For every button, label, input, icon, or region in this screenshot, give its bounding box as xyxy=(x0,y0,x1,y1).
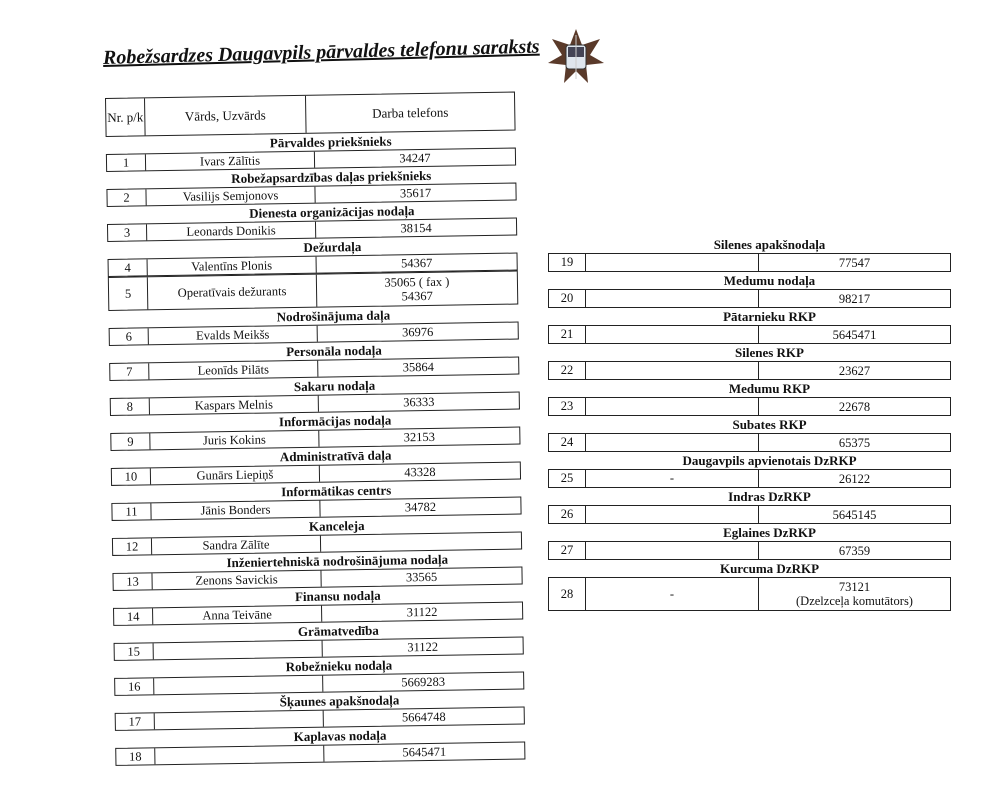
row-phone: 98217 xyxy=(838,291,871,306)
row-phone-cell xyxy=(320,498,520,517)
row-phone-cell xyxy=(320,463,520,482)
table-row xyxy=(548,577,951,611)
section-heading: Indras DzRKP xyxy=(728,489,811,504)
row-phone: 31122 xyxy=(406,604,438,620)
row-number: 4 xyxy=(109,259,148,276)
row-phone: 77547 xyxy=(838,255,871,270)
row-number: 26 xyxy=(549,506,586,523)
section-heading: Šķaunes apakšnodaļa xyxy=(279,692,400,710)
row-phone-cell xyxy=(315,184,515,203)
row-phone: 43328 xyxy=(404,464,436,480)
row-number: 9 xyxy=(111,433,150,450)
section-heading: Sakaru nodaļa xyxy=(293,377,376,395)
row-number: 13 xyxy=(113,573,152,590)
section-heading: Medumu RKP xyxy=(728,381,811,396)
section-heading: Grāmatvedība xyxy=(297,622,379,640)
row-name xyxy=(586,290,759,307)
section-heading: Robežapsardzības daļas priekšnieks xyxy=(231,167,432,187)
row-phone-cell xyxy=(324,742,524,761)
row-number: 6 xyxy=(110,328,149,345)
row-phone-cell xyxy=(759,470,950,487)
section-heading: Finansu nodaļa xyxy=(294,587,381,605)
row-phone-cell xyxy=(759,506,950,523)
row-phone-secondary: (Dzelzceļa komutātors) xyxy=(796,594,913,608)
row-number: 20 xyxy=(549,290,586,307)
row-phone-cell xyxy=(317,254,517,273)
row-number: 7 xyxy=(110,363,149,380)
section-heading: Kanceleja xyxy=(308,517,365,534)
row-phone-cell xyxy=(319,393,519,412)
row-phone: 67359 xyxy=(838,543,871,558)
row-phone-cell xyxy=(759,578,950,610)
row-number: 3 xyxy=(108,224,147,241)
row-name: Evalds Meikšs xyxy=(149,326,318,345)
row-name xyxy=(586,434,759,451)
row-phone-cell xyxy=(315,149,515,168)
row-phone: 73121 xyxy=(838,580,871,594)
row-name xyxy=(154,641,323,660)
row-phone-cell xyxy=(321,568,521,587)
section-heading: Pārvaldes priekšnieks xyxy=(269,133,392,151)
table-row xyxy=(548,253,951,272)
row-number: 23 xyxy=(549,398,586,415)
row-name: Ivars Zālītis xyxy=(146,152,315,171)
phone-table-left xyxy=(105,92,525,766)
section-heading: Medumu nodaļa xyxy=(723,273,816,288)
row-phone-cell xyxy=(759,326,950,343)
row-phone-cell xyxy=(323,673,523,692)
row-phone-cell xyxy=(759,542,950,559)
row-name: Operatīvais dežurants xyxy=(148,275,317,310)
row-number: 5 xyxy=(109,277,148,310)
row-phone-cell xyxy=(759,362,950,379)
row-name: Zenons Savickis xyxy=(152,571,321,590)
row-number: 17 xyxy=(116,713,155,730)
row-name xyxy=(155,711,324,730)
section-heading: Pātarnieku RKP xyxy=(723,309,816,324)
section-heading: Robežnieku nodaļa xyxy=(285,657,393,675)
row-number: 24 xyxy=(549,434,586,451)
row-number: 19 xyxy=(549,254,586,271)
row-number: 22 xyxy=(549,362,586,379)
row-name: Gunārs Liepiņš xyxy=(151,466,320,485)
row-number: 15 xyxy=(115,643,154,660)
section-heading: Dienesta organizācijas nodaļa xyxy=(249,203,415,221)
row-name: Leonards Donikis xyxy=(147,222,316,241)
table-row xyxy=(548,361,951,380)
row-phone: 36333 xyxy=(403,394,435,410)
row-phone-cell xyxy=(318,323,518,342)
section-heading: Kaplavas nodaļa xyxy=(293,727,387,745)
table-row xyxy=(548,469,951,488)
row-number: 8 xyxy=(111,398,150,415)
section-heading: Informātikas centrs xyxy=(281,482,392,500)
row-name xyxy=(586,542,759,559)
row-phone: 33565 xyxy=(405,569,438,585)
row-phone: 32153 xyxy=(403,429,436,445)
row-number: 12 xyxy=(113,538,152,555)
row-phone-cell xyxy=(759,254,950,271)
row-phone: 35617 xyxy=(399,185,432,201)
section-heading: Nodrošinājuma daļa xyxy=(276,307,391,325)
row-phone: 36976 xyxy=(401,324,434,340)
row-number: 28 xyxy=(549,578,586,610)
row-name: - xyxy=(586,470,759,487)
row-phone-cell xyxy=(316,219,516,238)
row-phone-cell xyxy=(321,533,521,552)
row-phone-cell xyxy=(318,358,518,377)
row-name: Jānis Bonders xyxy=(151,501,320,520)
section-heading: Daugavpils apvienotais DzRKP xyxy=(682,453,857,468)
row-phone-cell xyxy=(323,638,523,657)
row-phone: 35065 ( fax ) xyxy=(384,274,450,290)
row-number: 18 xyxy=(116,748,155,765)
row-phone: 54367 xyxy=(400,255,433,271)
table-row xyxy=(548,541,951,560)
row-name: Leonīds Pilāts xyxy=(149,361,318,380)
row-name: Anna Teivāne xyxy=(153,606,322,625)
row-phone-cell xyxy=(317,272,517,307)
table-row xyxy=(548,397,951,416)
row-number: 2 xyxy=(107,189,146,206)
section-heading: Silenes RKP xyxy=(735,345,804,360)
row-phone-cell xyxy=(319,428,519,447)
row-phone-cell xyxy=(759,398,950,415)
section-heading: Personāla nodaļa xyxy=(286,342,382,360)
row-phone: 22678 xyxy=(838,399,871,414)
row-name xyxy=(586,506,759,523)
row-phone: 38154 xyxy=(400,220,432,236)
row-number: 16 xyxy=(115,678,154,695)
row-name xyxy=(586,398,759,415)
table-header xyxy=(105,92,516,137)
row-name xyxy=(154,676,323,695)
row-phone: 31122 xyxy=(407,639,439,655)
section-heading: Inženiertehniskā nodrošinājuma nodaļa xyxy=(226,551,449,571)
row-phone: 5645471 xyxy=(832,327,877,342)
row-phone: 5645145 xyxy=(832,507,877,522)
row-name: Kaspars Melnis xyxy=(150,396,319,415)
row-phone: 34247 xyxy=(399,150,431,166)
table-row xyxy=(548,433,951,452)
section-heading: Eglaines DzRKP xyxy=(723,525,816,540)
row-name xyxy=(586,362,759,379)
row-phone: 23627 xyxy=(838,363,871,378)
row-name: - xyxy=(586,578,759,610)
document-title: Robežsardzes Daugavpils pārvaldes telefonu saraksts xyxy=(102,35,540,69)
row-phone: 26122 xyxy=(838,471,871,486)
row-phone-cell xyxy=(324,707,524,726)
phone-table-right xyxy=(548,236,951,611)
row-name: Vasilijs Semjonovs xyxy=(146,187,315,206)
header-phone: Darba telefons xyxy=(372,104,449,121)
row-phone: 34782 xyxy=(404,499,437,515)
row-phone: 5669283 xyxy=(401,674,446,690)
section-heading: Informācijas nodaļa xyxy=(278,412,392,430)
row-phone: 5664748 xyxy=(401,709,446,725)
row-name xyxy=(155,746,324,765)
border-guard-emblem-icon xyxy=(546,27,606,87)
row-number: 1 xyxy=(107,154,146,171)
row-number: 27 xyxy=(549,542,586,559)
row-phone-secondary: 54367 xyxy=(401,288,433,304)
section-heading: Kurcuma DzRKP xyxy=(719,561,820,576)
row-name: Sandra Zālīte xyxy=(152,536,321,555)
table-row xyxy=(548,325,951,344)
row-name xyxy=(586,254,759,271)
table-row xyxy=(548,289,951,308)
row-phone: 5645471 xyxy=(402,744,447,760)
header-nr: Nr. p/k xyxy=(106,98,146,136)
row-phone-cell xyxy=(759,434,950,451)
row-number: 14 xyxy=(114,608,153,625)
row-phone-cell xyxy=(759,290,950,307)
row-number: 11 xyxy=(112,503,151,520)
row-name xyxy=(586,326,759,343)
row-number: 21 xyxy=(549,326,586,343)
table-row xyxy=(548,505,951,524)
section-heading: Dežurdaļa xyxy=(303,238,362,255)
row-phone-cell xyxy=(322,603,522,622)
row-name: Valentīns Plonis xyxy=(148,257,317,276)
row-number: 10 xyxy=(112,468,151,485)
row-phone: 35864 xyxy=(402,359,434,375)
section-heading: Administratīvā daļa xyxy=(279,447,392,465)
row-name: Juris Kokins xyxy=(150,431,319,450)
section-heading: Subates RKP xyxy=(732,417,807,432)
row-number: 25 xyxy=(549,470,586,487)
section-heading: Silenes apakšnodaļa xyxy=(713,237,826,252)
row-phone: 65375 xyxy=(838,435,871,450)
header-name: Vārds, Uzvārds xyxy=(145,96,307,136)
